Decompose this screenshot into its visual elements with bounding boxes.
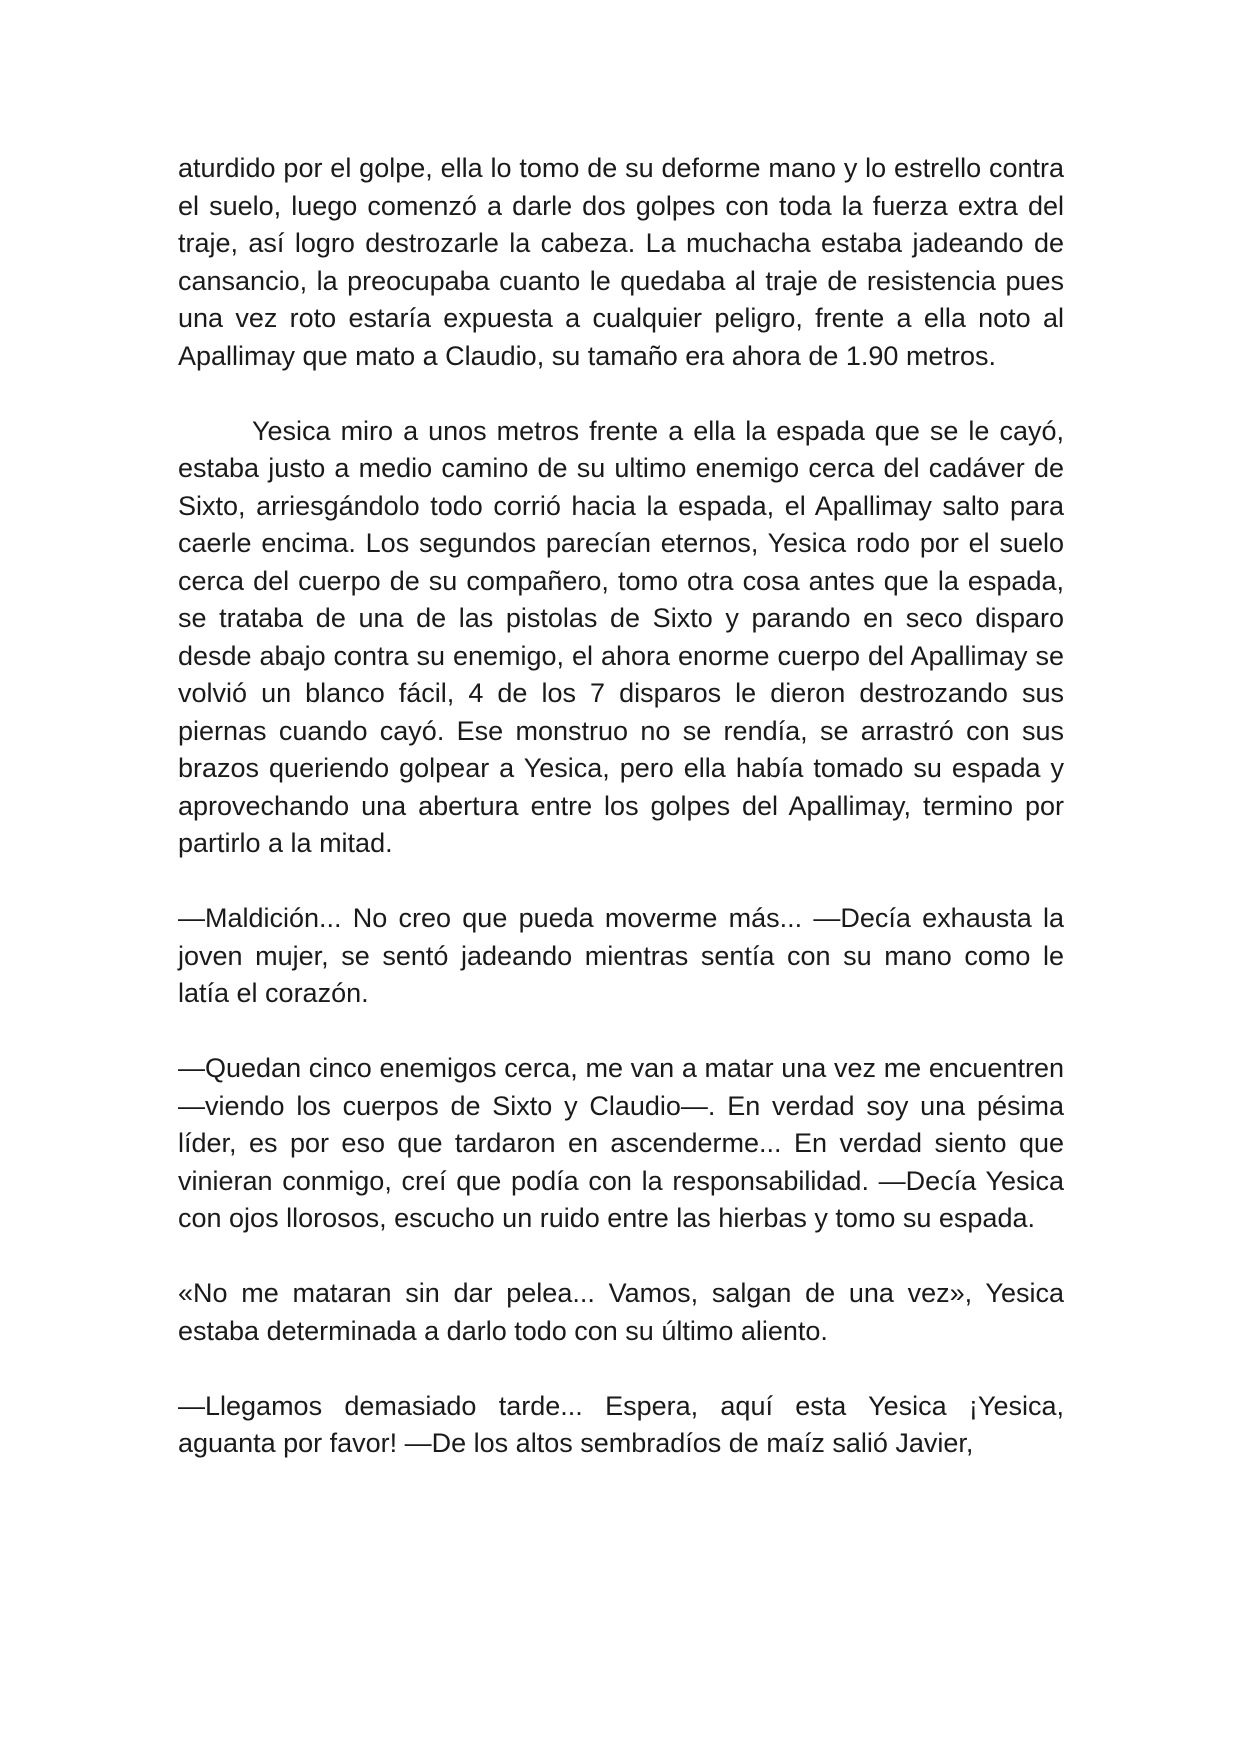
paragraph-4: —Quedan cinco enemigos cerca, me van a matar una vez me encuentren —viendo los cuerpos de Sixto y Claudio—. En verdad soy una pésima líder, es por eso que tardaron en ascenderme... En verdad siento que vinieran conmigo, creí que podía con la responsabilidad. —Decía Yesica con ojos llorosos, escucho un ruido entre las hierbas y tomo su espada.	[178, 1053, 1064, 1233]
body-text	[178, 150, 1064, 1463]
paragraph-3: —Maldición... No creo que pueda moverme más... —Decía exhausta la joven mujer, se sentó jadeando mientras sentía con su mano como le latía el corazón.	[178, 903, 1064, 1008]
paragraph-2: Yesica miro a unos metros frente a ella la espada que se le cayó, estaba justo a medio camino de su ultimo enemigo cerca del cadáver de Sixto, arriesgándolo todo corrió hacia la espada, el Apallimay salto para caerle encima. Los segundos parecían eternos, Yesica rodo por el suelo cerca del cuerpo de su compañero, tomo otra cosa antes que la espada, se trataba de una de las pistolas de Sixto y parando en seco disparo desde abajo contra su enemigo, el ahora enorme cuerpo del Apallimay se volvió un blanco fácil, 4 de los 7 disparos le dieron destrozando sus piernas cuando cayó. Ese monstruo no se rendía, se arrastró con sus brazos queriendo golpear a Yesica, pero ella había tomado su espada y aprovechando una abertura entre los golpes del Apallimay, termino por partirlo a la mitad.	[178, 415, 1064, 858]
paragraph-1: aturdido por el golpe, ella lo tomo de su deforme mano y lo estrello contra el suelo, luego comenzó a darle dos golpes con toda la fuerza extra del traje, así logro destrozarle la cabeza. La muchacha estaba jadeando de cansancio, la preocupaba cuanto le quedaba al traje de resistencia pues una vez roto estaría expuesta a cualquier peligro, frente a ella noto al Apallimay que mato a Claudio, su tamaño era ahora de 1.90 metros.	[178, 153, 1064, 371]
paragraph-5: «No me mataran sin dar pelea... Vamos, salgan de una vez», Yesica estaba determinada a darlo todo con su último aliento.	[178, 1278, 1064, 1346]
paragraph-6: —Llegamos demasiado tarde... Espera, aquí esta Yesica ¡Yesica, aguanta por favor! —De los altos sembradíos de maíz salió Javier,	[178, 1390, 1064, 1458]
